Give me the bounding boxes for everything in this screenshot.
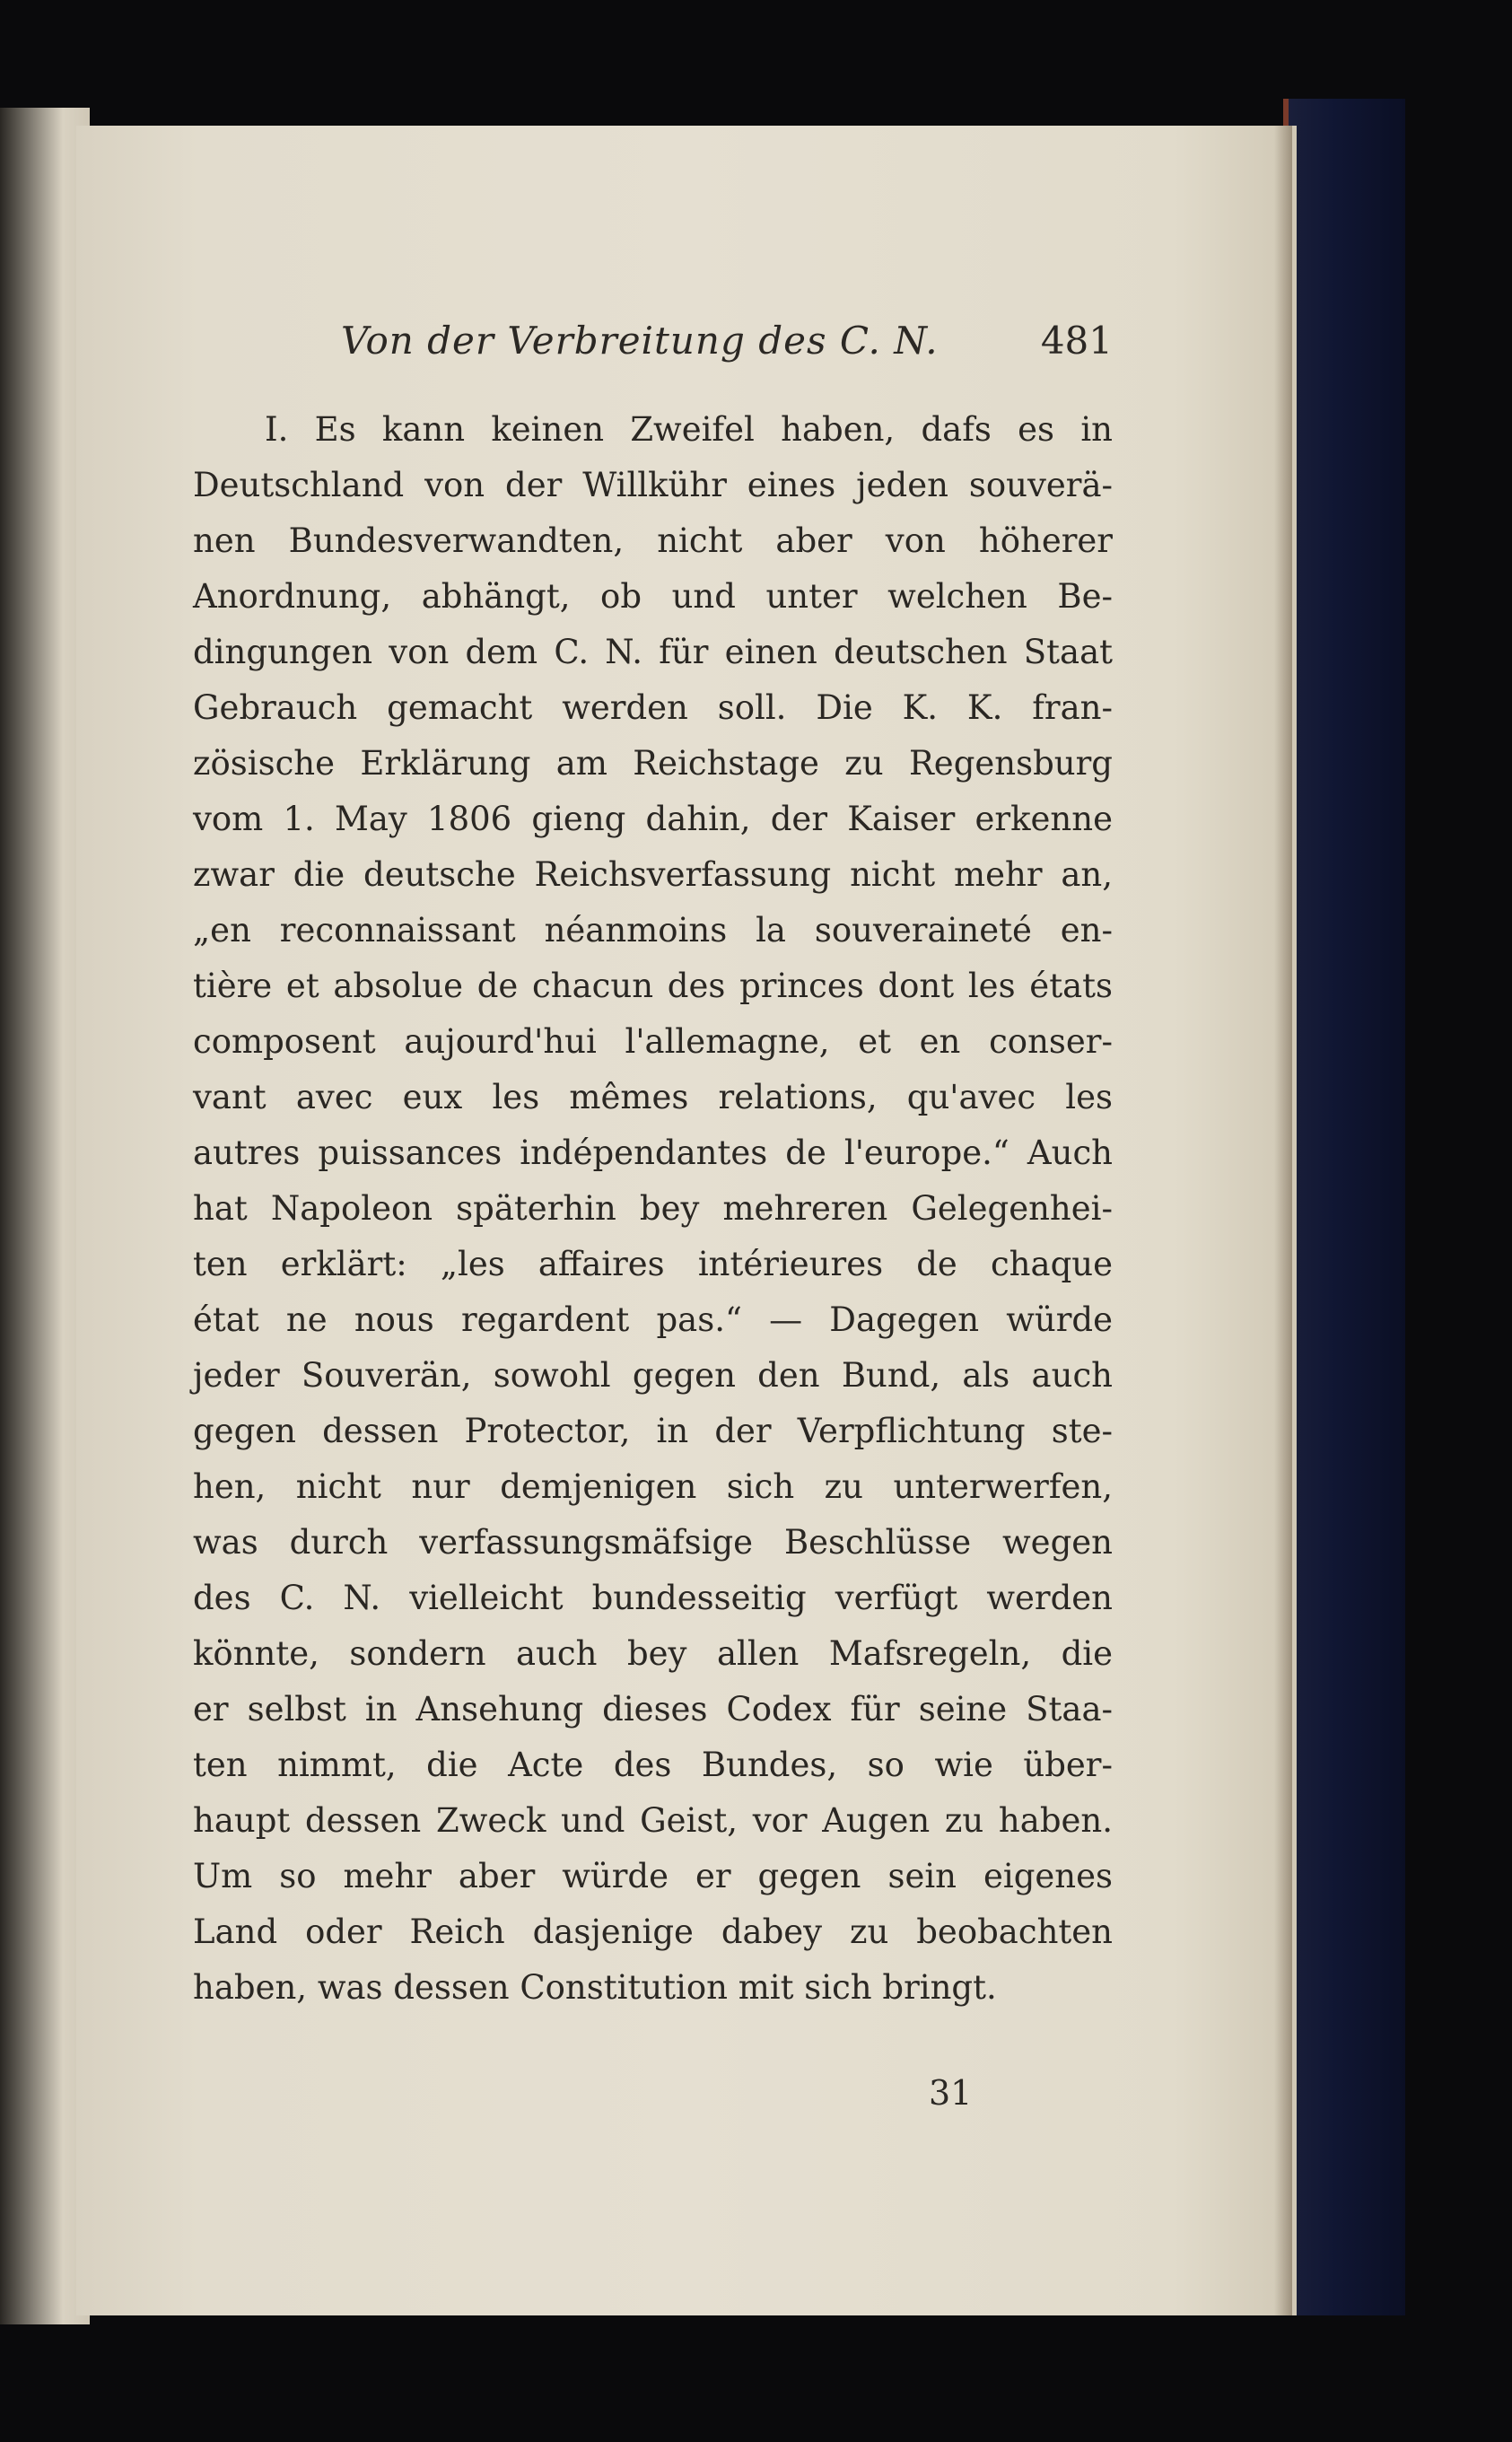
text-line: Gebrauch gemacht werden soll. Die K. K. fran- [193, 688, 1113, 727]
text-line: Um so mehr aber würde er gegen sein eigenes [193, 1857, 1113, 1895]
body-text [193, 402, 1113, 2016]
running-title: Von der Verbreitung des C. N. [341, 319, 939, 363]
text-line: autres puissances indépendantes de l'europe.“ Auch [193, 1133, 1113, 1172]
page-header [341, 319, 1113, 381]
text-line: ten nimmt, die Acte des Bundes, so wie über- [193, 1746, 1113, 1784]
text-line: was durch verfassungsmäfsige Beschlüsse wegen [193, 1523, 1113, 1562]
page-number: 481 [1040, 319, 1113, 363]
book-cover-edge [1283, 99, 1405, 2315]
text-line: composent aujourd'hui l'allemagne, et en conser- [193, 1022, 1113, 1061]
text-line: Deutschland von der Willkühr eines jeden souverä- [193, 466, 1113, 504]
text-line: haupt dessen Zweck und Geist, vor Augen zu haben. [193, 1801, 1113, 1840]
page-edge-shadow [1274, 126, 1292, 2315]
text-line: vant avec eux les mêmes relations, qu'avec les [193, 1078, 1113, 1116]
text-line: zwar die deutsche Reichsverfassung nicht mehr an, [193, 855, 1113, 894]
text-line: tière et absolue de chacun des princes dont les états [193, 967, 1113, 1005]
text-line: könnte, sondern auch bey allen Mafsregeln, die [193, 1634, 1113, 1673]
text-line: dingungen von dem C. N. für einen deutschen Staat [193, 633, 1113, 671]
text-line: gegen dessen Protector, in der Verpflichtung ste- [193, 1412, 1113, 1450]
text-line: hen, nicht nur demjenigen sich zu unterwerfen, [193, 1467, 1113, 1506]
text-line: jeder Souverän, sowohl gegen den Bund, als auch [193, 1356, 1113, 1395]
text-line: haben, was dessen Constitution mit sich bringt. [193, 1968, 997, 2007]
text-line: état ne nous regardent pas.“ — Dagegen würde [193, 1300, 1113, 1339]
text-line: des C. N. vielleicht bundesseitig verfügt werden [193, 1579, 1113, 1617]
text-line: zösische Erklärung am Reichstage zu Regensburg [193, 744, 1113, 783]
text-line: „en reconnaissant néanmoins la souveraineté en- [193, 911, 1113, 950]
text-line: ten erklärt: „les affaires intérieures de chaque [193, 1245, 1113, 1283]
text-line: hat Napoleon späterhin bey mehreren Gelegenhei- [193, 1189, 1113, 1228]
text-line: Land oder Reich dasjenige dabey zu beobachten [193, 1912, 1113, 1951]
text-line: vom 1. May 1806 gieng dahin, der Kaiser erkenne [193, 800, 1113, 838]
text-line: Anordnung, abhängt, ob und unter welchen Be- [193, 577, 1113, 616]
printer-signature: 31 [929, 2073, 973, 2113]
text-line: er selbst in Ansehung dieses Codex für seine Staa- [193, 1690, 1113, 1729]
text-line: I. Es kann keinen Zweifel haben, dafs es in [265, 410, 1113, 449]
text-line: nen Bundesverwandten, nicht aber von höherer [193, 521, 1113, 560]
